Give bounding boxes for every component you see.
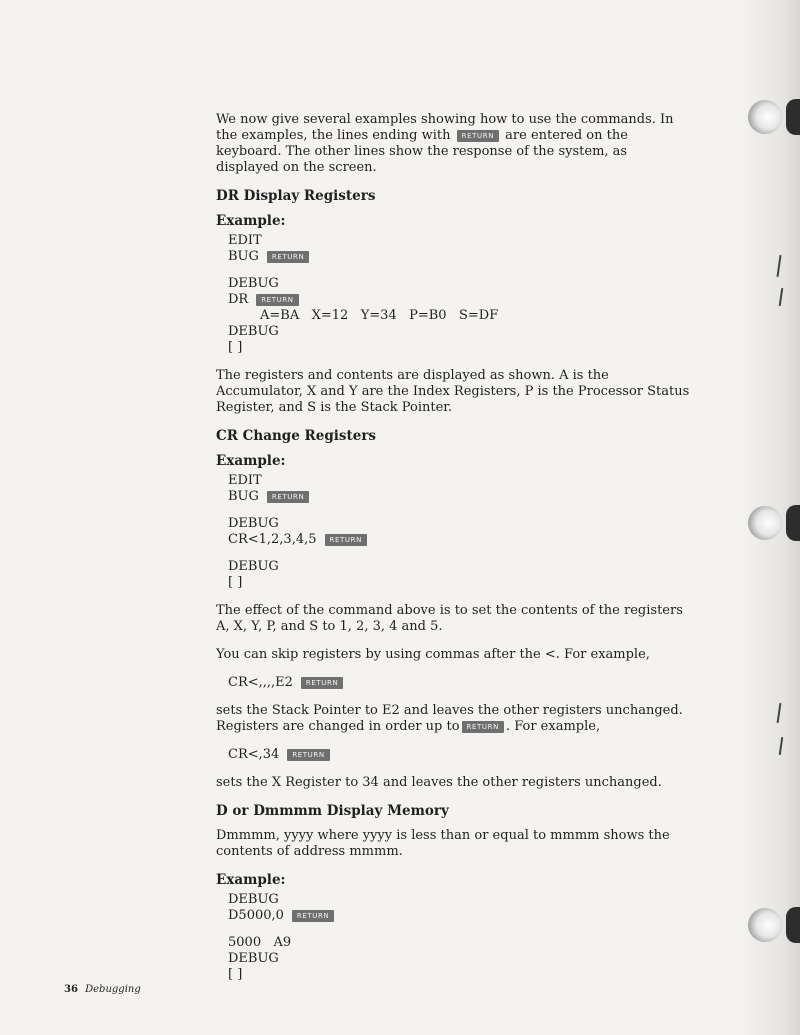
cr-heading: CR Change Registers bbox=[216, 428, 377, 444]
return-key-icon: RETURN bbox=[267, 251, 309, 263]
section-title: Debugging bbox=[85, 984, 141, 995]
code-line: BUG RETURN bbox=[228, 249, 690, 265]
cr-example-label: Example: bbox=[216, 453, 286, 469]
code-line: CR<,,,,E2 RETURN bbox=[228, 675, 690, 691]
binder-hole-bottom bbox=[748, 908, 782, 942]
cr-skip: You can skip registers by using commas after the <. For example, bbox=[216, 647, 650, 662]
intro-text-1: We now give several examples showing how to use the commands. In the examples, the lines ending with bbox=[216, 112, 674, 143]
code-line: D5000,0 RETURN bbox=[228, 908, 690, 924]
return-key-icon: RETURN bbox=[457, 130, 499, 142]
dr-heading: DR Display Registers bbox=[216, 188, 376, 204]
cr-stack-text-1: sets the Stack Pointer to E2 and leaves the other registers unchanged. Registers are changed in order up to bbox=[216, 703, 683, 734]
d-heading: D or Dmmmm Display Memory bbox=[216, 803, 449, 819]
intro-text-2: are entered on the keyboard. The other lines show the response of the system, as displayed on the screen. bbox=[216, 128, 628, 175]
return-key-icon: RETURN bbox=[462, 721, 504, 733]
return-key-icon: RETURN bbox=[325, 534, 367, 546]
d-example-code bbox=[228, 892, 690, 983]
code-line: DR RETURN bbox=[228, 292, 690, 308]
cr-effect: The effect of the command above is to set the contents of the registers A, X, Y, P, and S to 1, 2, 3, 4 and 5. bbox=[216, 603, 683, 634]
code-line: EDIT bbox=[228, 473, 262, 488]
code-line: CR<1,2,3,4,5 RETURN bbox=[228, 532, 690, 548]
code-line: BUG RETURN bbox=[228, 489, 690, 505]
cr-skip-example bbox=[228, 675, 690, 691]
page-number: 36 bbox=[64, 984, 78, 995]
code-line: DEBUG bbox=[228, 559, 279, 574]
dr-example-label: Example: bbox=[216, 213, 286, 229]
code-line: [ ] bbox=[228, 340, 243, 355]
page-content bbox=[216, 112, 690, 995]
code-line: CR<,34 RETURN bbox=[228, 747, 690, 763]
dr-example-code bbox=[228, 233, 690, 356]
binder-hole-top-edge bbox=[786, 99, 800, 135]
return-key-icon: RETURN bbox=[292, 910, 334, 922]
d-description: Dmmmm, yyyy where yyyy is less than or equal to mmmm shows the contents of address mmmm. bbox=[216, 828, 670, 859]
code-line: DEBUG bbox=[228, 324, 279, 339]
d-example-label: Example: bbox=[216, 872, 286, 888]
return-key-icon: RETURN bbox=[267, 491, 309, 503]
binder-hole-bottom-edge bbox=[786, 907, 800, 943]
cr-stack-text-2: . For example, bbox=[505, 719, 601, 734]
cr-stack-pointer bbox=[216, 703, 690, 735]
code-line: DEBUG bbox=[228, 516, 279, 531]
binder-hole-middle-edge bbox=[786, 505, 800, 541]
code-line: [ ] bbox=[228, 575, 243, 590]
code-line: DEBUG bbox=[228, 892, 279, 907]
code-line: 5000 A9 bbox=[228, 935, 292, 950]
page-footer bbox=[64, 984, 141, 995]
intro-paragraph bbox=[216, 112, 690, 176]
return-key-icon: RETURN bbox=[256, 294, 298, 306]
return-key-icon: RETURN bbox=[301, 677, 343, 689]
code-line: EDIT bbox=[228, 233, 262, 248]
binder-hole-middle bbox=[748, 506, 782, 540]
cr-x-description: sets the X Register to 34 and leaves the other registers unchanged. bbox=[216, 775, 662, 790]
code-line: [ ] bbox=[228, 967, 243, 982]
cr-example-code bbox=[228, 473, 690, 591]
register-output-line: A=BA X=12 Y=34 P=B0 S=DF bbox=[260, 308, 499, 323]
code-line: DEBUG bbox=[228, 276, 279, 291]
cr-x-example bbox=[228, 747, 690, 763]
code-line: DEBUG bbox=[228, 951, 279, 966]
return-key-icon: RETURN bbox=[287, 749, 329, 761]
dr-description: The registers and contents are displayed as shown. A is the Accumulator, X and Y are the Index Registers, P is the Processor Status Register, and S is the Stack Pointer. bbox=[216, 368, 690, 415]
binder-hole-top bbox=[748, 100, 782, 134]
